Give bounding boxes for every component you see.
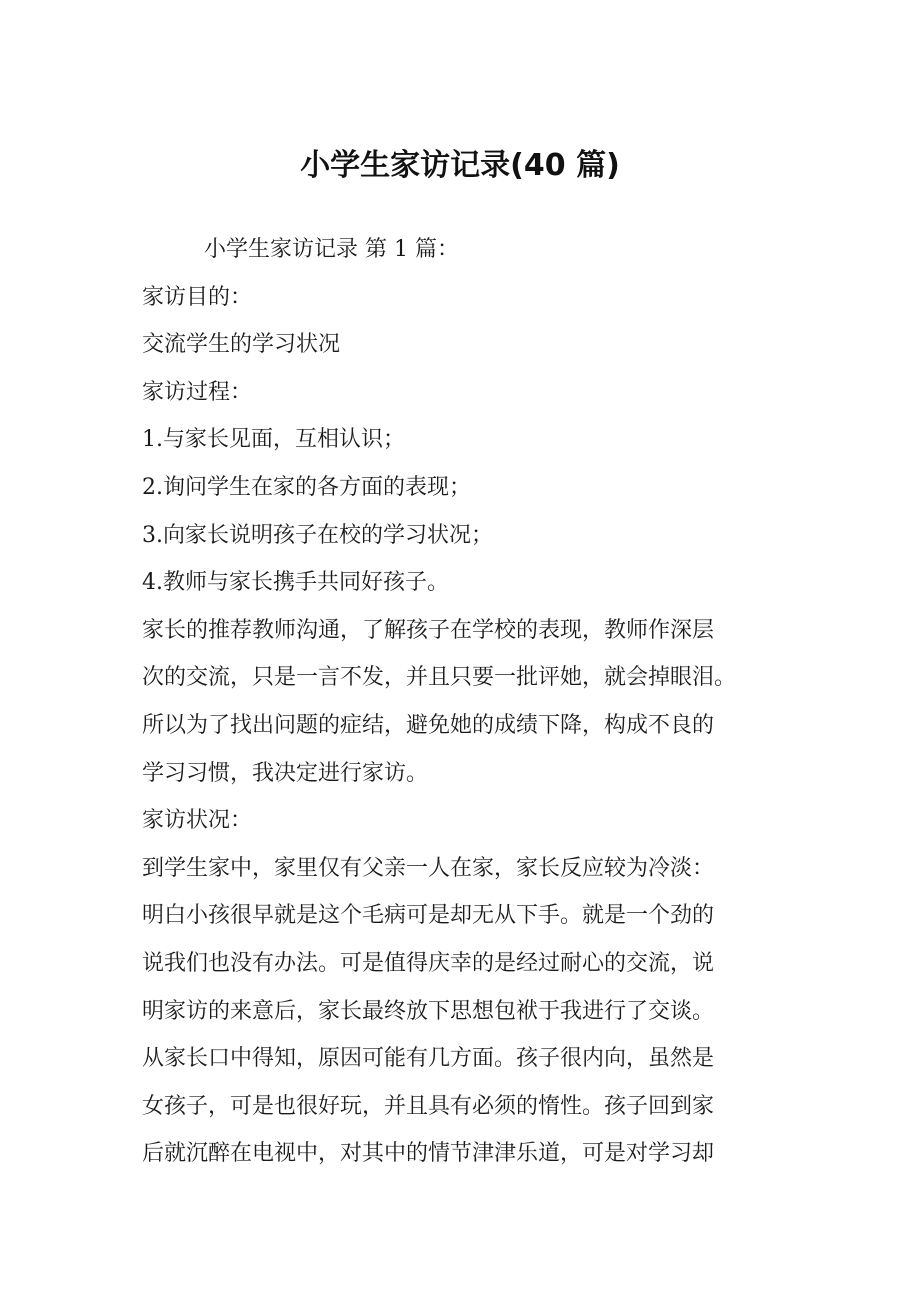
- paragraph-line: 从家长口中得知，原因可能有几方面。孩子很内向，虽然是: [142, 1046, 715, 1072]
- document-title: 小学生家访记录(40 篇): [300, 148, 620, 183]
- text-line: 交流学生的学习状况: [142, 332, 341, 358]
- paragraph-line: 次的交流，只是一言不发，并且只要一批评她，就会掉眼泪。: [142, 665, 737, 691]
- document-body: [142, 226, 802, 1178]
- paragraph-line: 后就沉醉在电视中，对其中的情节津津乐道，可是对学习却: [142, 1141, 715, 1167]
- text-line: 家访目的：: [142, 284, 253, 310]
- paragraph-line: 女孩子，可是也很好玩，并且具有必须的惰性。孩子回到家: [142, 1093, 715, 1119]
- paragraph-line: 明白小孩很早就是这个毛病可是却无从下手。就是一个劲的: [142, 903, 715, 929]
- list-item: 1.与家长见面，互相认识；: [142, 427, 405, 453]
- paragraph-line: 到学生家中，家里仅有父亲一人在家，家长反应较为冷淡：: [142, 855, 715, 881]
- list-item: 4.教师与家长携手共同好孩子。: [142, 570, 449, 596]
- text-line: 家访状况：: [142, 808, 253, 834]
- paragraph-line: 学习习惯，我决定进行家访。: [142, 760, 429, 786]
- list-item: 3.向家长说明孩子在校的学习状况；: [142, 522, 493, 548]
- section-heading: 小学生家访记录 第 1 篇：: [204, 237, 459, 262]
- paragraph-line: 家长的推荐教师沟通，了解孩子在学校的表现，教师作深层: [142, 617, 715, 643]
- paragraph-line: 所以为了找出问题的症结，避免她的成绩下降，构成不良的: [142, 712, 715, 738]
- list-item: 2.询问学生在家的各方面的表现；: [142, 474, 471, 500]
- text-line: 家访过程：: [142, 379, 253, 405]
- paragraph-line: 说我们也没有办法。可是值得庆幸的是经过耐心的交流，说: [142, 950, 715, 976]
- paragraph-line: 明家访的来意后，家长最终放下思想包袱于我进行了交谈。: [142, 998, 715, 1024]
